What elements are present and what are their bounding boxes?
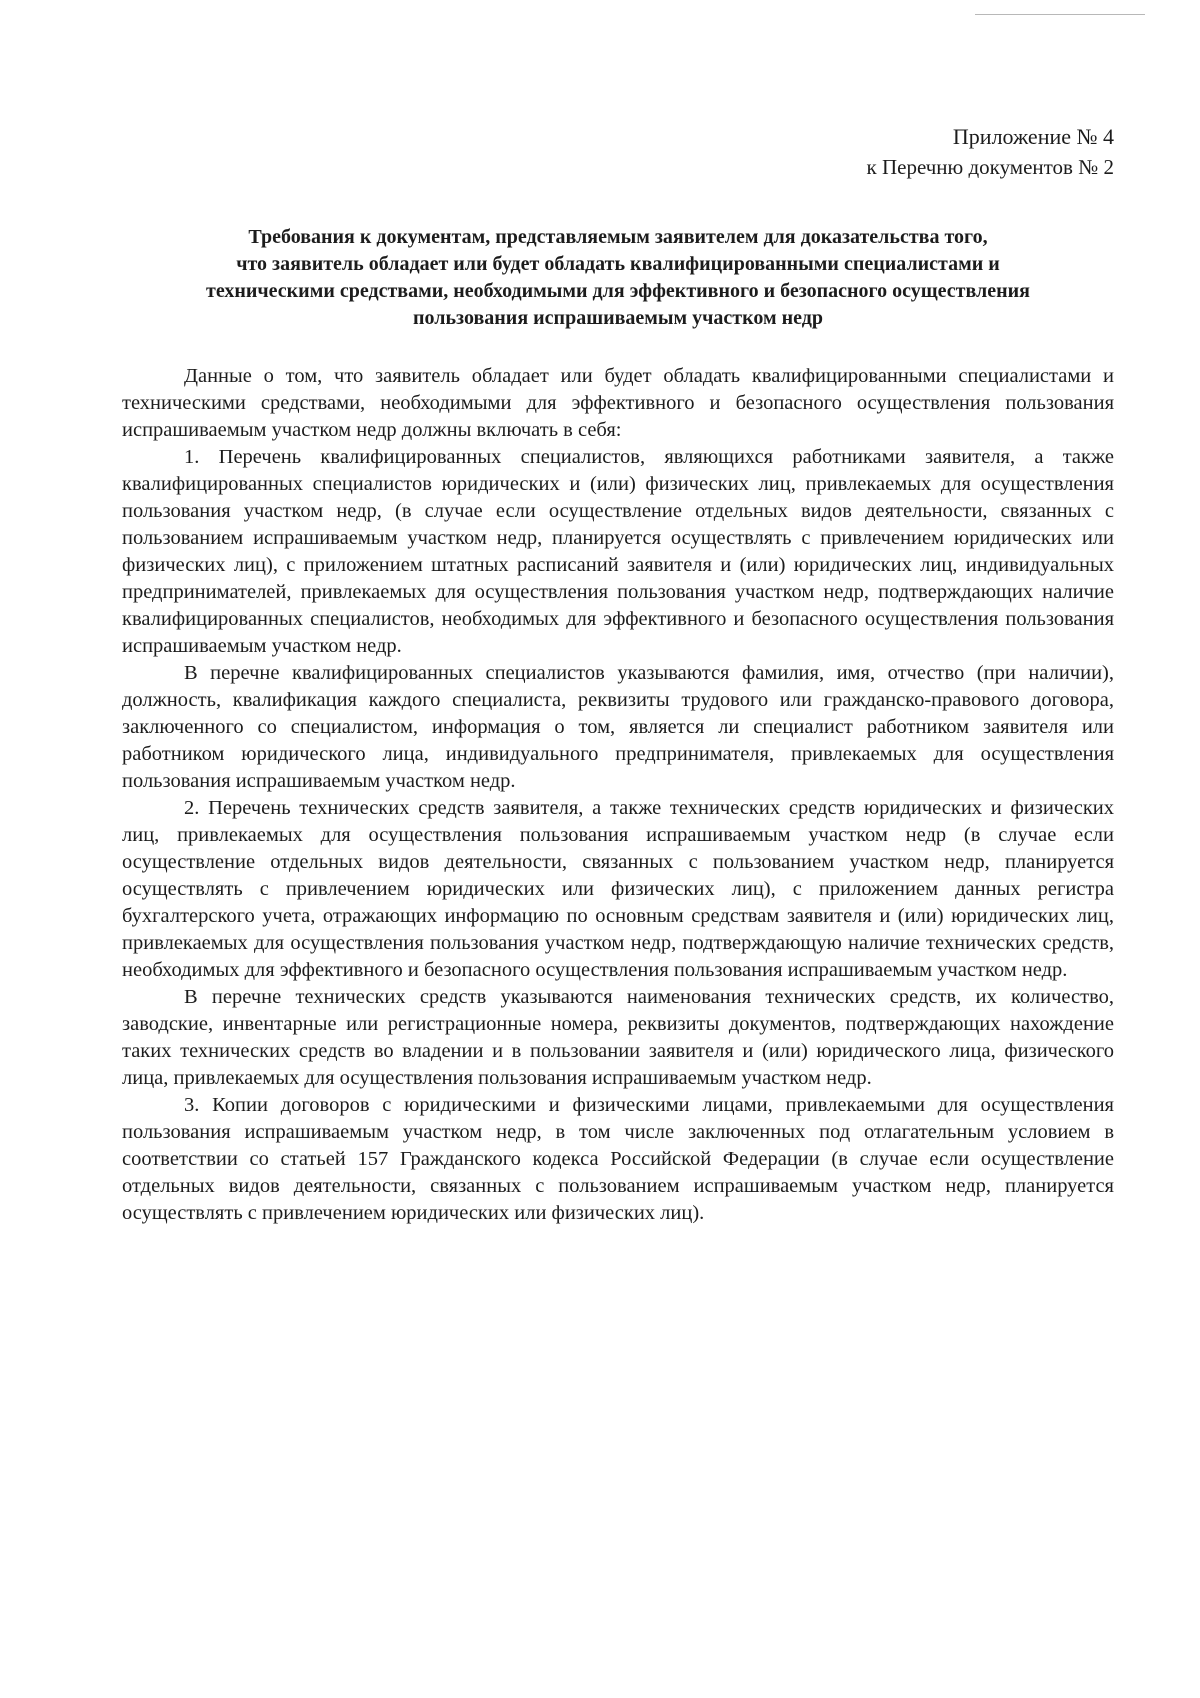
scan-edge-mark	[975, 14, 1145, 15]
document-title	[122, 224, 1114, 332]
appendix-number: Приложение № 4	[952, 124, 1114, 149]
appendix-header	[867, 122, 1115, 182]
body-paragraph-item-2-details: В перечне технических средств указываются наименования технических средств, их количество, заводские, инвентарные или регистрационные номера, реквизиты документов, подтверждающих нахождение таких технических средств во владении и в пользовании заявителя и (или) юридического лица, физического лица, привлекаемых для осуществления пользования испрашиваемым участком недр.	[122, 986, 1114, 1089]
document-body	[122, 363, 1114, 1227]
title-line: пользования испрашиваемым участком недр	[413, 307, 823, 329]
title-line: Требования к документам, представляемым заявителем для доказательства того,	[248, 226, 988, 248]
title-line: что заявитель обладает или будет обладать квалифицированными специалистами и	[236, 253, 1000, 275]
title-line: техническими средствами, необходимыми для эффективного и безопасного осуществления	[206, 280, 1030, 302]
body-paragraph-intro: Данные о том, что заявитель обладает или будет обладать квалифицированными специалистами и техническими средствами, необходимыми для эффективного и безопасного осуществления пользования испрашиваемым участком недр должны включать в себя:	[122, 365, 1114, 441]
body-paragraph-item-1-details: В перечне квалифицированных специалистов указываются фамилия, имя, отчество (при наличии), должность, квалификация каждого специалиста, реквизиты трудового или гражданско-правового договора, заключенного со специалистом, информация о том, является ли специалист работником заявителя или работником юридического лица, индивидуального предпринимателя, привлекаемых для осуществления пользования испрашиваемым участком недр.	[122, 662, 1114, 792]
body-paragraph-item-3: 3. Копии договоров с юридическими и физическими лицами, привлекаемыми для осуществления пользования испрашиваемым участком недр, в том числе заключенных под отлагательным условием в соответствии со статьей 157 Гражданского кодекса Российской Федерации (в случае если осуществление отдельных видов деятельности, связанных с пользованием испрашиваемым участком недр, планируется осуществлять с привлечением юридических или физических лиц).	[122, 1094, 1114, 1224]
appendix-reference: к Перечню документов № 2	[866, 155, 1114, 179]
body-paragraph-item-1: 1. Перечень квалифицированных специалистов, являющихся работниками заявителя, а также квалифицированных специалистов юридических и (или) физических лиц, привлекаемых для осуществления пользования участком недр, (в случае если осуществление отдельных видов деятельности, связанных с пользованием испрашиваемым участком недр, планируется осуществлять с привлечением юридических или физических лиц), с приложением штатных расписаний заявителя и (или) юридических лиц, индивидуальных предпринимателей, привлекаемых для осуществления пользования участком недр, подтверждающих наличие квалифицированных специалистов, необходимых для эффективного и безопасного осуществления пользования испрашиваемым участком недр.	[122, 446, 1114, 657]
body-paragraph-item-2: 2. Перечень технических средств заявителя, а также технических средств юридических и физических лиц, привлекаемых для осуществления пользования испрашиваемым участком недр (в случае если осуществление отдельных видов деятельности, связанных с пользованием участком недр, планируется осуществлять с привлечением юридических или физических лиц), с приложением данных регистра бухгалтерского учета, отражающих информацию по основным средствам заявителя и (или) юридических лиц, привлекаемых для осуществления пользования участком недр, подтверждающую наличие технических средств, необходимых для эффективного и безопасного осуществления пользования испрашиваемым участком недр.	[122, 797, 1114, 981]
